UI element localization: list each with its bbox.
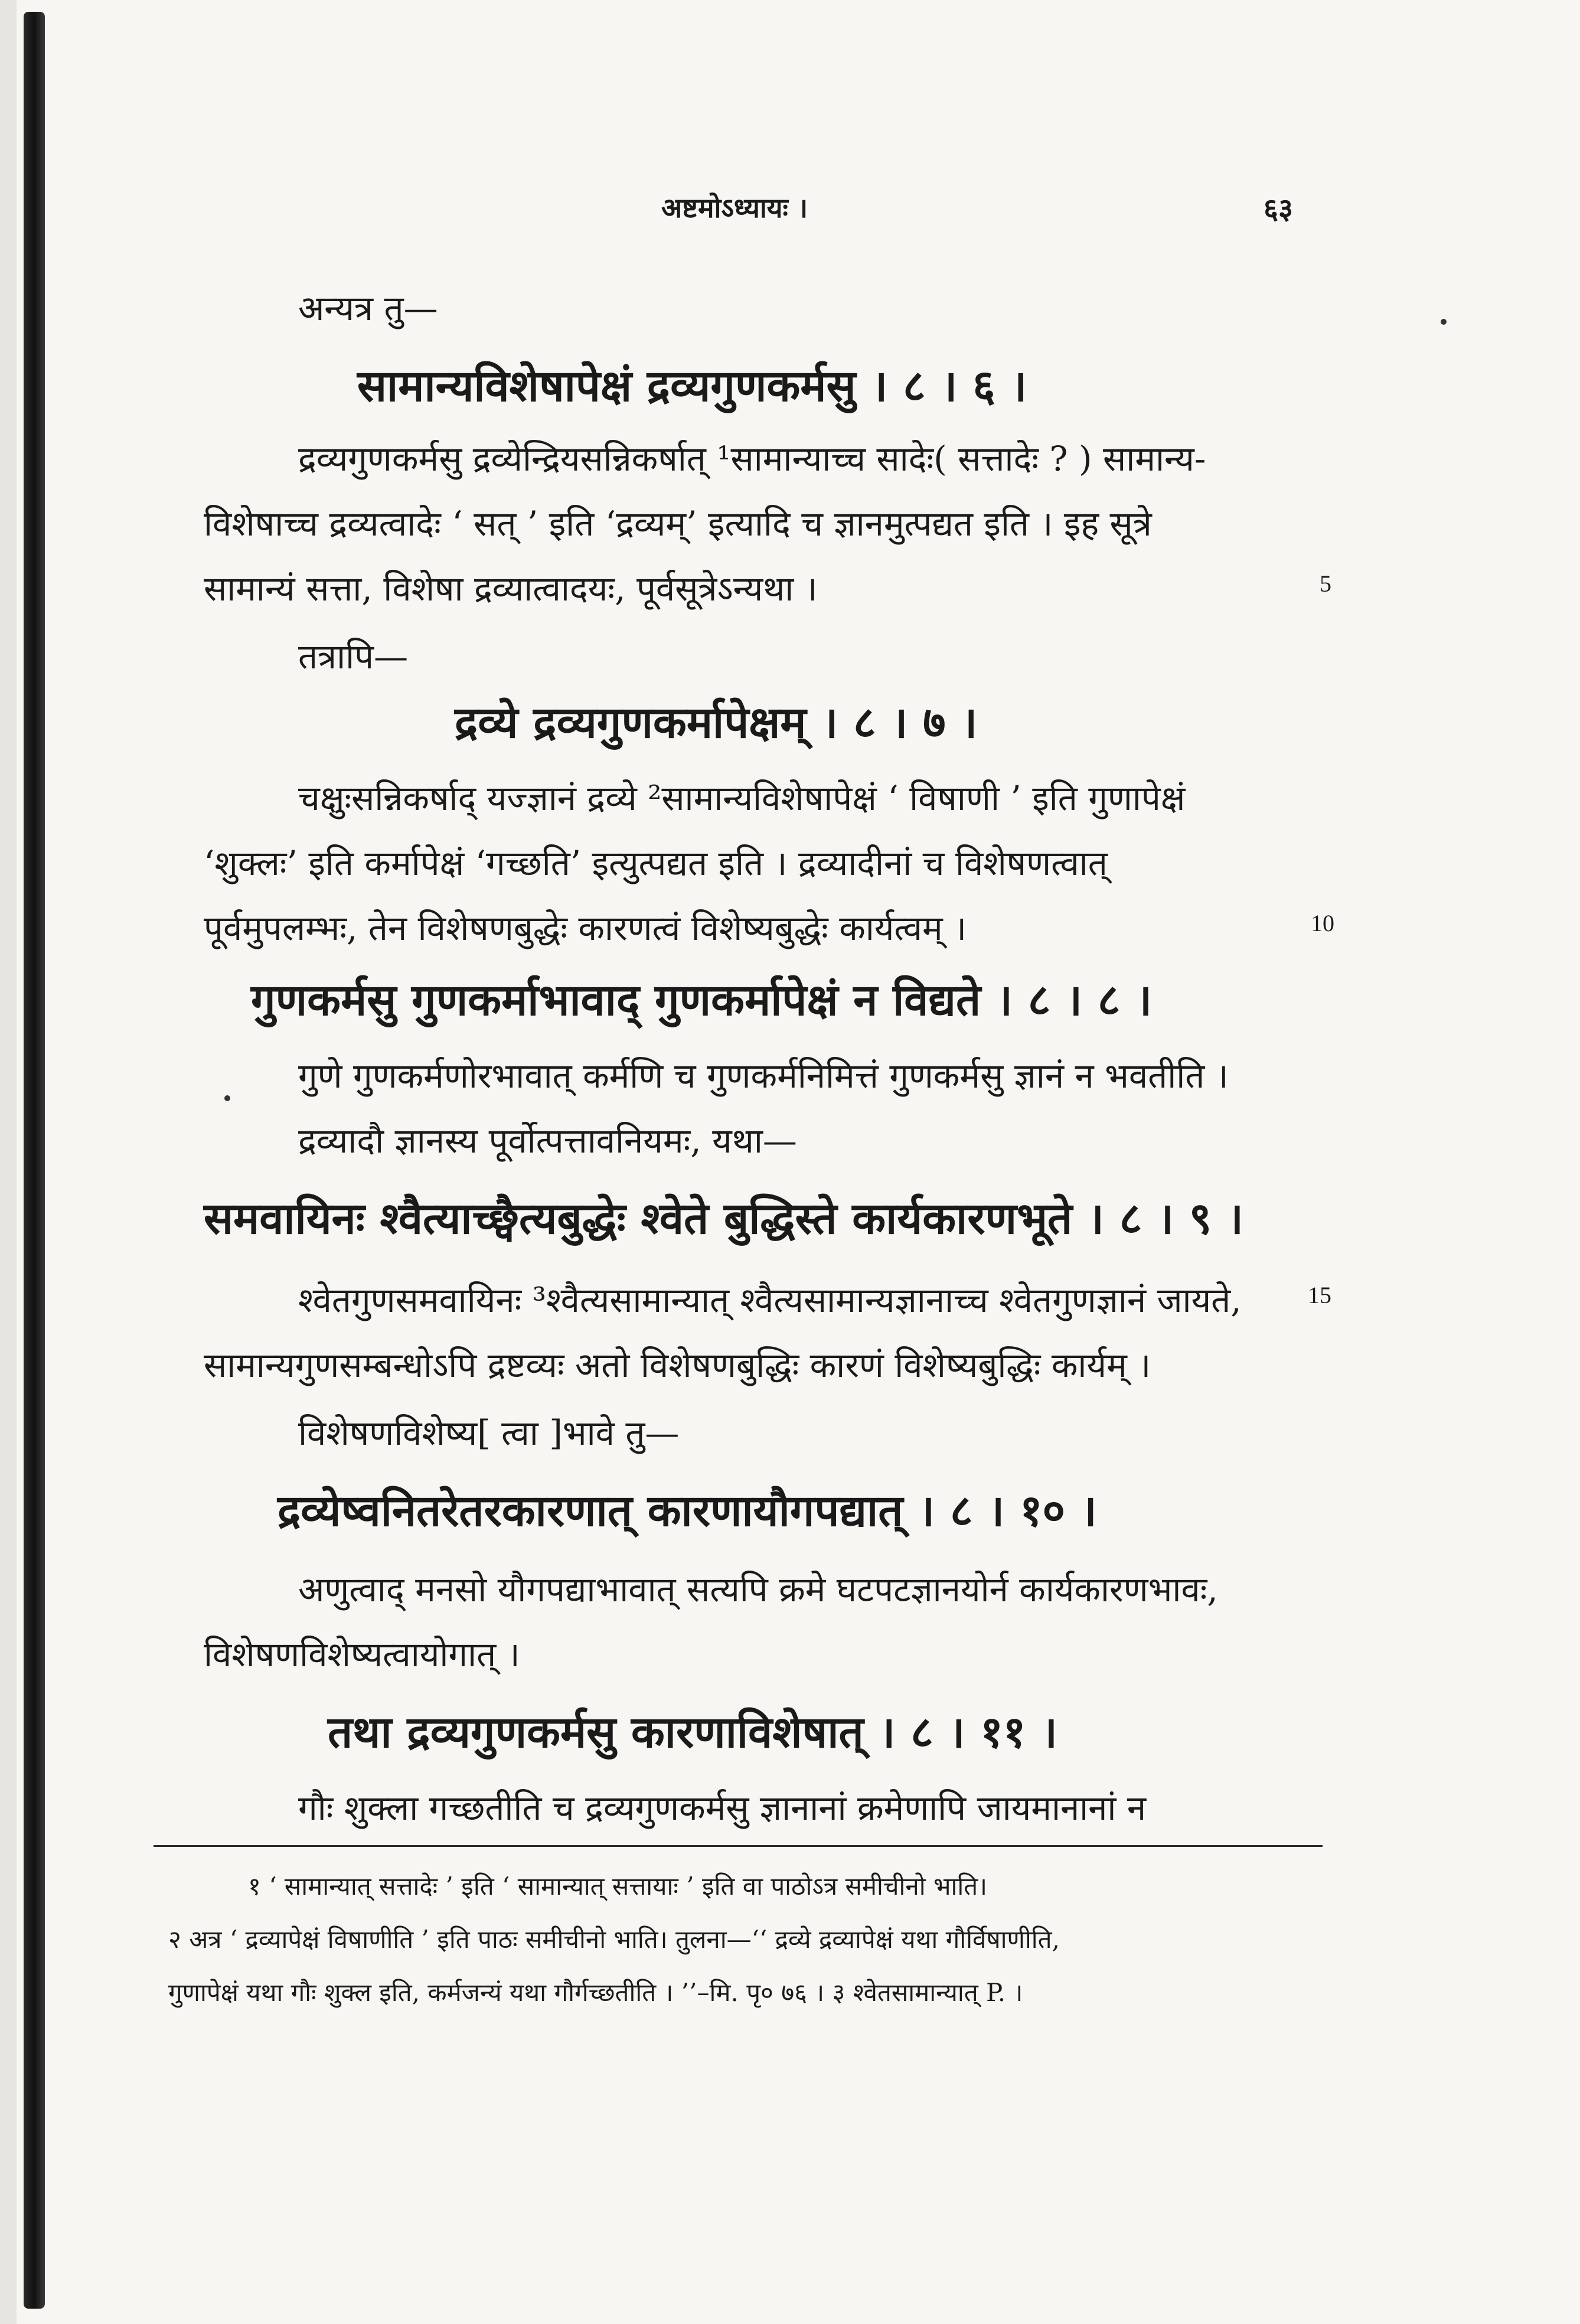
commentary-line: अणुत्वाद् मनसो यौगपद्याभावात् सत्यपि क्रमे घटपटज्ञानयोर्न कार्यकारणभावः, [298, 1569, 1218, 1610]
footnote-2-cont: गुणापेक्षं यथा गौः शुक्ल इति, कर्मजन्यं यथा गौर्गच्छतीति । ’’–मि. पृ० ७६ । ३ श्वेतसामान्यात् P. । [168, 1978, 1023, 2007]
commentary-line: गौः शुक्ला गच्छतीति च द्रव्यगुणकर्मसु ज्ञानानां क्रमेणापि जायमानानां न [298, 1788, 1147, 1828]
sutra-8-6: सामान्यविशेषापेक्षं द्रव्यगुणकर्मसु । ८ । ६ । [357, 361, 1027, 412]
commentary-line: गुणे गुणकर्मणोरभावात् कर्मणि च गुणकर्मनिमित्तं गुणकर्मसु ज्ञानं न भवतीति । [298, 1056, 1229, 1096]
print-speck [224, 1095, 230, 1101]
line-number-15: 15 [1308, 1282, 1331, 1308]
commentary-line: श्वेतगुणसमवायिनः ³श्वैत्यसामान्यात् श्वैत्यसामान्यज्ञानाच्च श्वेतगुणज्ञानं जायते, [298, 1280, 1242, 1320]
commentary-line: चक्षुःसन्निकर्षाद् यज्ज्ञानं द्रव्ये ²सामान्यविशेषापेक्षं ‘ विषाणी ’ इति गुणापेक्षं [298, 778, 1186, 818]
line-number-5: 5 [1320, 570, 1331, 597]
print-speck [1441, 319, 1447, 325]
footnote-2: २ अत्र ‘ द्रव्यापेक्षं विषाणीति ’ इति पाठः समीचीनो भाति। तुलना—‘‘ द्रव्ये द्रव्यापेक्षं यथा गौर्विषाणीति, [168, 1925, 1060, 1954]
page-edge [0, 0, 17, 2324]
commentary-line: द्रव्यगुणकर्मसु द्रव्येन्द्रियसन्निकर्षात् ¹सामान्याच्च सादेः( सत्तादेः ? ) सामान्य- [298, 439, 1206, 479]
sutra-8-8: गुणकर्मसु गुणकर्माभावाद् गुणकर्मापेक्षं न विद्यते । ८ । ८ । [251, 975, 1153, 1026]
intro-line: अन्यत्र तु— [298, 288, 438, 328]
intro-line: तत्रापि— [298, 637, 409, 677]
commentary-line: सामान्यं सत्ता, विशेषा द्रव्यात्वादयः, पूर्वसूत्रेऽन्यथा । [204, 569, 818, 609]
line-number-10: 10 [1311, 910, 1334, 936]
running-header-title: अष्टमोऽध्यायः । [661, 192, 808, 224]
commentary-line: द्रव्यादौ ज्ञानस्य पूर्वोत्पत्तावनियमः, यथा— [298, 1121, 797, 1161]
commentary-line: पूर्वमुपलम्भः, तेन विशेषणबुद्धेः कारणत्वं विशेष्यबुद्धेः कार्यत्वम् । [204, 908, 967, 948]
page-number: ६३ [1264, 192, 1293, 226]
commentary-line: सामान्यगुणसम्बन्धोऽपि द्रष्टव्यः अतो विशेषणबुद्धिः कारणं विशेष्यबुद्धिः कार्यम् । [204, 1345, 1151, 1385]
book-binding-shadow [24, 12, 45, 2309]
intro-line: विशेषणविशेष्य[ त्वा ]भावे तु— [298, 1413, 680, 1453]
footnote-1: १ ‘ सामान्यात् सत्तादेः ’ इति ‘ सामान्यात् सत्तायाः ’ इति वा पाठोऽत्र समीचीनो भाति। [248, 1872, 988, 1901]
footnote-divider [154, 1845, 1323, 1847]
sutra-8-11: तथा द्रव्यगुणकर्मसु कारणाविशेषात् । ८ । ११ । [328, 1707, 1058, 1758]
sutra-8-9: समवायिनः श्वैत्याच्छ्वैत्यबुद्धेः श्वेते बुद्धिस्ते कार्यकारणभूते । ८ । ९ । [204, 1193, 1244, 1244]
commentary-line: विशेषाच्च द्रव्यत्वादेः ‘ सत् ’ इति ‘द्रव्यम्’ इत्यादि च ज्ञानमुत्पद्यत इति । इह सूत्रे [204, 504, 1152, 544]
sutra-8-10: द्रव्येष्वनितरेतरकारणात् कारणायौगपद्यात् । ८ । १० । [278, 1486, 1097, 1536]
sutra-8-7: द्रव्ये द्रव्यगुणकर्मापेक्षम् । ८ । ७ । [455, 697, 978, 748]
commentary-line: ‘शुक्लः’ इति कर्मापेक्षं ‘गच्छति’ इत्युत्पद्यत इति । द्रव्यादीनां च विशेषणत्वात् [204, 843, 1108, 883]
commentary-line: विशेषणविशेष्यत्वायोगात् । [204, 1634, 520, 1675]
